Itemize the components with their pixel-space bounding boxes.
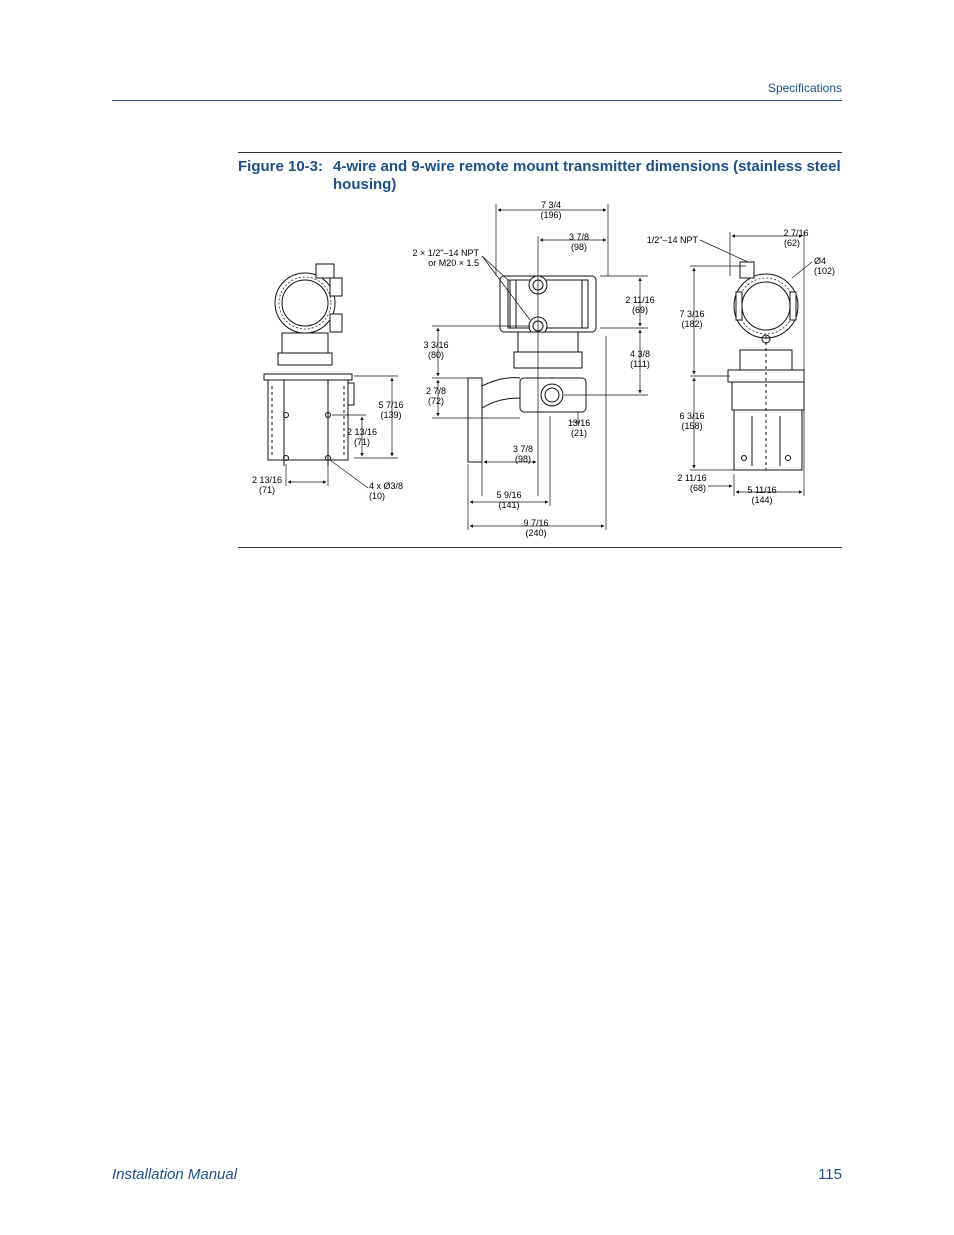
- running-header-section: Specifications: [767, 81, 842, 95]
- left-d4: 4 x Ø3/8: [369, 481, 404, 491]
- center-d-c-mm: (111): [630, 359, 650, 369]
- left-d2: 2 13/16: [346, 427, 378, 437]
- center-d-h-mm: (240): [525, 528, 547, 538]
- footer-manual-title: Installation Manual: [112, 1166, 238, 1183]
- right-view: [728, 262, 804, 470]
- left-d1-mm: (139): [380, 410, 402, 420]
- figure-caption: [238, 158, 842, 194]
- right-d-e-mm: (144): [751, 495, 773, 505]
- left-view: [264, 264, 354, 466]
- center-d-a-mm: (69): [631, 305, 649, 315]
- figure-title: 4-wire and 9-wire remote mount transmitter dimensions (stainless steel housing): [333, 158, 841, 193]
- center-conduit-1: 2 × 1/2"–14 NPT: [412, 248, 479, 258]
- footer-page-number: 115: [818, 1166, 842, 1183]
- right-d-b-mm: (182): [681, 319, 703, 329]
- right-npt: 1/2"–14 NPT: [646, 235, 698, 245]
- right-d-dia: Ø4: [814, 256, 827, 266]
- center-d-f: 3 7/8: [512, 444, 534, 454]
- left-d3-mm: (71): [258, 485, 276, 495]
- figure-number: Figure 10-3:: [238, 158, 324, 175]
- right-d-a-mm: (62): [783, 238, 801, 248]
- center-d-d-mm: (72): [427, 396, 445, 406]
- left-d1: 5 7/16: [378, 400, 404, 410]
- center-d-a: 2 11/16: [625, 295, 655, 305]
- figure-bottom-rule: [238, 547, 842, 548]
- header-rule: [112, 100, 842, 101]
- right-d-c-mm: (158): [681, 421, 703, 431]
- left-d3: 2 13/16: [251, 475, 283, 485]
- center-d-e: 13/16: [567, 418, 591, 428]
- left-d2-mm: (71): [353, 437, 371, 447]
- dimension-drawing-svg: [238, 196, 842, 544]
- center-d-e-mm: (21): [570, 428, 588, 438]
- right-d-c: 6 3/16: [679, 411, 705, 421]
- center-d-top2: 3 7/8: [568, 232, 590, 242]
- right-d-e: 5 11/16: [747, 485, 777, 495]
- right-d-d-mm: (68): [689, 483, 707, 493]
- right-d-dia-mm: (102): [814, 266, 836, 276]
- center-d-h: 9 7/16: [523, 518, 549, 528]
- center-d-b: 3 3/16: [423, 340, 449, 350]
- center-d-d: 2 7/8: [425, 386, 447, 396]
- center-conduit-2: or M20 × 1.5: [428, 258, 479, 268]
- center-d-g: 5 9/16: [496, 490, 522, 500]
- right-d-b: 7 3/16: [679, 309, 705, 319]
- center-d-b-mm: (80): [427, 350, 445, 360]
- center-d-f-mm: (98): [514, 454, 532, 464]
- center-d-g-mm: (141): [498, 500, 520, 510]
- center-d-c: 4 3/8: [629, 349, 651, 359]
- center-d-top: 7 3/4: [540, 200, 562, 210]
- right-d-a: 2 7/16: [783, 228, 809, 238]
- right-d-d: 2 11/16: [677, 473, 707, 483]
- center-d-top-mm: (196): [540, 210, 562, 220]
- dimension-drawing: [238, 196, 842, 544]
- left-d4-mm: (10): [369, 491, 386, 501]
- figure-top-rule: [238, 152, 842, 153]
- center-d-top2-mm: (98): [570, 242, 588, 252]
